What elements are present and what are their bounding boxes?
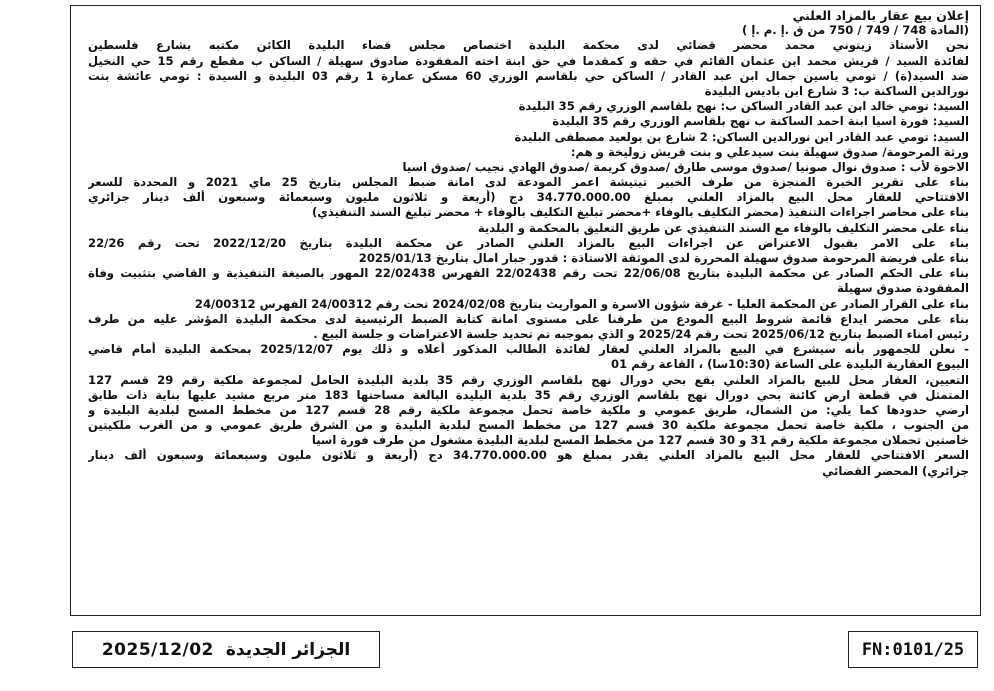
notice-line: السيد: تومي خالد ابن عبد القادر الساكن ب: نهج بلقاسم الوزري رقم 35 البليدة	[518, 99, 969, 114]
legal-article-reference: (المادة 748 / 749 / 750 من ق .إ .م .إ )	[742, 23, 969, 38]
notice-line: ورثة المرحومة/ صدوق سهيلة بنت سيدعلي و بنت قريش زوليخة و هم:	[570, 144, 969, 159]
notice-line: رئيس امناء الضبط بتاريخ 2025/06/12 تحت رقم 2025/24 و الذي بموجبه تم تحديد جلسة الاعتراضات و جلسة البيع .	[313, 326, 969, 341]
notice-line: بناء على محاضر اجراءات التنفيذ (محضر التكليف بالوفاء +محضر تبليغ التكليف بالوفاء + محضر تبليغ السند التنفيذي)	[311, 205, 969, 220]
notice-line: بناء على تقرير الخبرة المنجزة من طرف الخبير تيتيشة اعمر المودعة لدى امانة ضبط المجلس بتاريخ 25 ماي 2021 و المحددة للسعر	[88, 175, 969, 190]
notice-line: التعيين، العقار محل للبيع بالمزاد العلني يقع بحي دورال نهج بلقاسم الوزري رقم 35 بلدية البليدة الحامل لمجموعة ملكية رقم 29 قسم 127	[88, 372, 969, 387]
notice-line: الافتتاحي للعقار محل البيع بالمزاد العلني بمبلغ 34.770.000.00 دج (أربعة و ثلاثون مليون وسبعمائة وسبعون ألف دينار جزائري	[88, 190, 969, 205]
notice-line: المتمثل في قطعة ارض كائنة بحي دورال نهج بلقاسم الوزري رقم 35 بلدية البليدة البالغة مساحتها 183 متر مربع مشيد عليها بناية ذات طابق	[88, 387, 969, 402]
notice-line: السعر الافتتاحي للعقار محل البيع بالمزاد العلني يقدر بمبلغ هو 34.770.000.00 دج (أربعة و ثلاثون مليون وسبعمائة وسبعون ألف دينار	[88, 448, 969, 463]
notice-line: بناء على محضر ايداع قائمة شروط البيع المودع من طرفنا على مستوى امانة كتابة الضبط الرئيسية لدى محكمة البليدة المؤشر عليه من طرف	[88, 311, 969, 326]
notice-line: نورالدين الساكنة ب: 3 شارع ابن باديس البليدة	[704, 83, 969, 98]
newspaper-footer	[72, 631, 380, 668]
notice-line: بناء على فريضة المرحومة صدوق سهيلة المحررة لدى الموثقة الاستاذة : قدور جبار امال بتاريخ 2025/01/13	[358, 251, 969, 265]
notice-line: ضد السيد(ة) / تومي ياسين جمال ابن عبد القادر / الساكن حي بلقاسم الوزري 60 مسكن عمارة 1 رقم 03 البليدة و السيدة : تومي عائشة بنت	[88, 68, 969, 83]
notice-line: لفائدة السيد / قريش محمد ابن عثمان القائم في حقه و كمقدما في حق ابنة اخته المفقودة صادوق سهيلة / الساكن ب مقطع رقم 15 حي النخيل	[88, 53, 969, 68]
newspaper-name: الجزائر الجديدة	[225, 639, 351, 660]
notice-text	[88, 8, 969, 479]
notice-line: من الجنوب ، ملكية خاصة تحمل مجموعة ملكية 30 قسم 127 من مخطط المسح لبلدية البليدة و من الشرق طريق عمومي و من الغرب ملكيتين	[88, 418, 969, 433]
notice-line: السيد: فورة اسيا ابنة احمد الساكنة ب نهج بلقاسم الوزري رقم 35 البليدة	[552, 114, 969, 129]
notice-line: - نعلن للجمهور بأنه سيشرع في البيع بالمزاد العلني لعقار لفائدة الطالب المذكور أعلاه و ذلك يوم 2025/12/07 بمحكمة البليدة أمام قاضي	[88, 342, 969, 357]
notice-line: البيوع العقارية البليدة على الساعة (10:30سا) ، القاعة رقم 01	[611, 357, 969, 372]
notice-line: الاخوة لأب : صدوق نوال صونيا /صدوق موسى طارق /صدوق كريمة /صدوق الهادي نجيب /صدوق اسيا	[402, 159, 969, 174]
notice-line: ارضي حدودها كما يلي: من الشمال، طريق عمومي و ملكية خاصة تحمل مجموعة ملكية رقم 28 قسم 127 من مخطط المسح لبلدية البليدة و	[88, 402, 969, 417]
publication-date: 2025/12/02	[101, 639, 214, 660]
notice-line: خاصتين تحملان مجموعة ملكية رقم 31 و 30 قسم 127 من مخطط المسح لبلدية البليدة مشغول من طرف فورة اسيا	[311, 433, 969, 448]
notice-line: المفقودة صدوق سهيلة	[837, 281, 969, 296]
notice-line: نحن الأستاذ زيتوني محمد محضر قضائي لدى محكمة البليدة اختصاص مجلس قضاء البليدة الكائن مكتبه بشارع فلسطين	[88, 38, 969, 53]
notice-line: جزائري) المحضر القضائي	[822, 463, 969, 478]
notice-line: بناء على الامر بقبول الاعتراض عن اجراءات البيع بالمزاد العلني الصادر عن محكمة البليدة بتاريخ 2022/12/20 تحت رقم 22/26	[88, 235, 969, 250]
notice-line: السيد: تومي عبد القادر ابن نورالدين الساكن: 2 شارع بن بولعيد مصطفى البليدة	[514, 129, 969, 144]
reference-footer	[848, 631, 978, 668]
reference-number: FN:0101/25	[861, 639, 965, 660]
notice-line: بناء على محضر التكليف بالوفاء مع السند التنفيذي عن طريق التعليق بالمحكمة و البلدية	[477, 220, 969, 235]
notice-line: بناء على الحكم الصادر عن محكمة البليدة بتاريخ 22/06/08 تحت رقم 22/02438 الفهرس 22/02438 المهور بالصيغة التنفيذية و القاضي بتثبيت وفاة	[88, 266, 969, 281]
notice-title: إعلان بيع عقار بالمزاد العلني	[792, 8, 969, 23]
notice-line: بناء على القرار الصادر عن المحكمة العليا - غرفة شؤون الاسرة و المواريث بتاريخ 2024/02/08 تحت رقم 24/00312 الفهرس 24/00312	[194, 296, 969, 311]
